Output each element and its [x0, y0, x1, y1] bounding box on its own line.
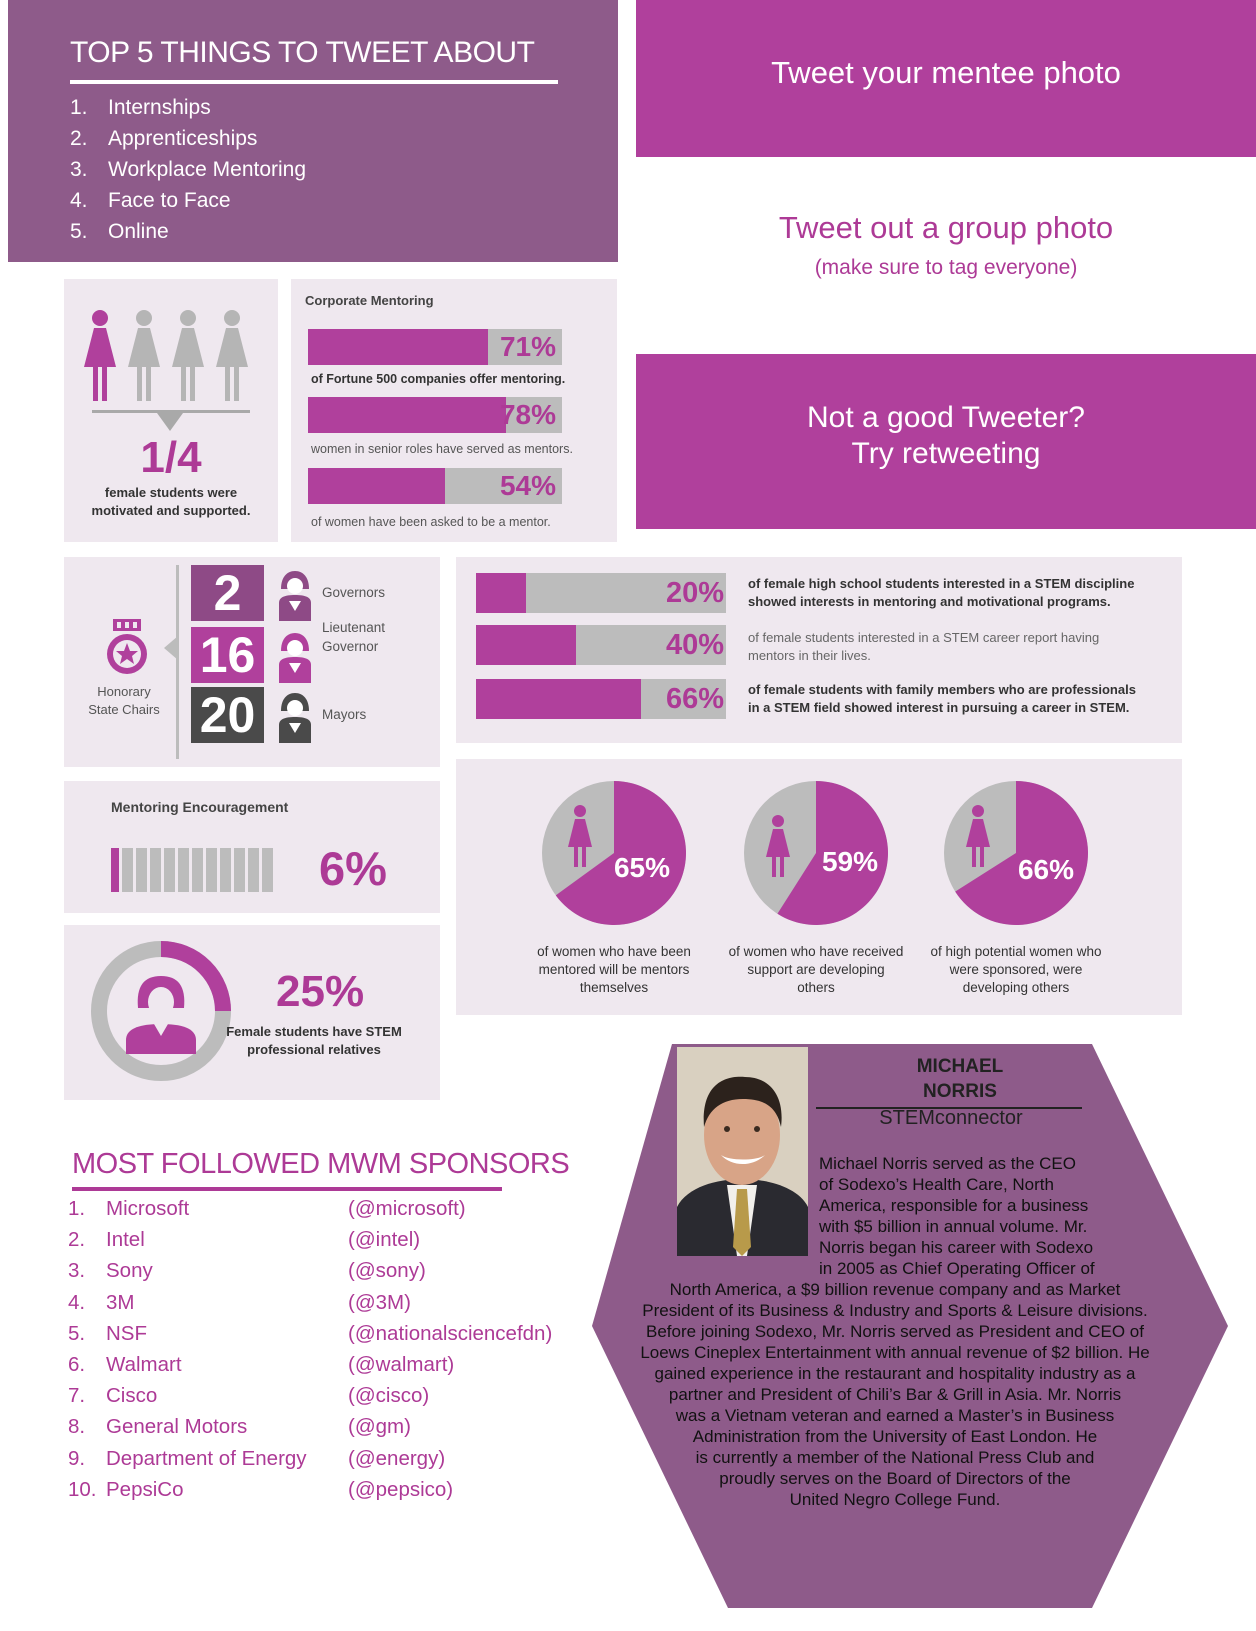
encouragement-title: Mentoring Encouragement — [111, 799, 289, 815]
sponsor-name: Microsoft — [106, 1197, 190, 1220]
tweet-group-block — [636, 210, 1256, 280]
meter-cell — [192, 848, 203, 892]
corporate-bar-fill — [308, 468, 445, 504]
corporate-mentoring-panel — [291, 279, 617, 542]
bio-first-name: MICHAEL — [916, 1056, 1004, 1077]
sponsor-number: 3. — [68, 1259, 86, 1283]
item-number: 2. — [70, 127, 88, 150]
bio-line: of Sodexo’s Health Care, North — [819, 1175, 1054, 1194]
corporate-bar-pct: 78% — [499, 399, 556, 430]
meter-cell — [206, 848, 217, 892]
stem-text-line1: of female high school students interested in a STEM discipline — [748, 576, 1135, 591]
quarter-caption-line2: motivated and supported. — [91, 503, 251, 518]
item-label: Online — [108, 220, 169, 243]
sponsor-row — [68, 1384, 602, 1415]
item-number: 5. — [70, 220, 88, 243]
meter-cell — [234, 848, 245, 892]
stem-text-line1: of female students interested in a STEM career report having — [748, 630, 1100, 645]
sponsor-handle[interactable]: (@intel) — [348, 1228, 421, 1252]
bio-text-top — [819, 1153, 1139, 1279]
stem-interest-panel — [456, 557, 1182, 743]
governors-count: 2 — [191, 565, 264, 621]
meter-cell — [164, 848, 175, 892]
state-chairs-label-line2: State Chairs — [88, 702, 160, 717]
bio-line: is currently a member of the National Press Club and — [695, 1448, 1095, 1467]
quarter-caption — [64, 484, 278, 520]
governors-role — [322, 565, 385, 602]
top5-panel — [8, 0, 618, 262]
quarter-value: 1/4 — [140, 433, 202, 482]
state-chairs-label-line1: Honorary — [97, 684, 151, 699]
bio-organization: STEMconnector — [879, 1107, 1023, 1129]
mayors-role: Mayors — [322, 707, 367, 722]
pie-caption-line2: were sponsored, were — [949, 962, 1083, 977]
stem-bar-fill — [476, 679, 641, 719]
stem-bar-text — [748, 681, 1168, 717]
bio-name — [832, 1054, 1088, 1104]
sponsor-number: 10. — [68, 1477, 97, 1501]
bio-line: Administration from the University of East London. He — [692, 1427, 1098, 1446]
governor-person-icon — [277, 567, 313, 621]
pie-charts-panel — [456, 759, 1182, 1015]
relatives-caption-line2: professional relatives — [247, 1042, 381, 1057]
sponsor-row — [68, 1228, 602, 1259]
list-item — [70, 92, 618, 123]
meter-cell — [136, 848, 147, 892]
sponsor-name: Intel — [106, 1228, 145, 1252]
bio-text-bottom — [600, 1279, 1190, 1510]
sponsor-number: 8. — [68, 1415, 86, 1439]
pie-caption — [716, 943, 916, 997]
corporate-bar-fill — [308, 397, 506, 433]
bio-line: was a Vietnam veteran and earned a Master’s in Business — [675, 1406, 1115, 1425]
pie-caption-line3: developing others — [962, 980, 1070, 995]
list-item — [70, 154, 618, 185]
sponsor-row — [68, 1446, 602, 1478]
corporate-bar-caption: women in senior roles have served as mentors. — [311, 442, 573, 456]
portrait-photo — [677, 1047, 808, 1256]
mayor-person-icon — [277, 689, 313, 743]
list-item — [70, 185, 618, 216]
sponsor-number: 6. — [68, 1352, 86, 1376]
sponsor-row — [68, 1352, 602, 1384]
sponsor-handle[interactable]: (@pepsico) — [348, 1477, 454, 1501]
stem-bar-fill — [476, 573, 526, 613]
stem-bar — [476, 679, 726, 719]
pie-caption-line3: others — [797, 980, 835, 995]
corporate-bar-fill — [308, 329, 488, 365]
sponsor-row — [68, 1415, 602, 1446]
corporate-bar-pct: 71% — [499, 331, 556, 362]
state-chairs-label — [74, 683, 174, 719]
female-figure-icon — [170, 309, 206, 401]
sponsor-handle[interactable]: (@energy) — [348, 1446, 446, 1470]
sponsor-name: General Motors — [106, 1415, 248, 1439]
bio-line: Michael Norris served as the CEO — [819, 1154, 1076, 1173]
bio-line: Loews Cineplex Entertainment with annual revenue of $2 billion. He — [640, 1343, 1150, 1362]
encouragement-pct: 6% — [319, 842, 387, 895]
lt-governors-role — [322, 618, 385, 656]
meter-cell — [111, 848, 119, 892]
sponsor-number: 1. — [68, 1197, 86, 1220]
lt-governors-count: 16 — [191, 627, 264, 683]
top5-title: TOP 5 THINGS TO TWEET ABOUT — [70, 36, 535, 69]
stem-text-line2: in a STEM field showed interest in pursuing a career in STEM. — [748, 700, 1130, 715]
tweet-mentee-text: Tweet your mentee photo — [771, 55, 1121, 90]
mentoring-encouragement-panel — [64, 781, 440, 913]
stem-text-line2: mentors in their lives. — [748, 648, 871, 663]
sponsor-handle[interactable]: (@cisco) — [348, 1384, 430, 1408]
meter-cell — [262, 848, 273, 892]
meter-cell — [122, 848, 133, 892]
stem-bar-fill — [476, 625, 576, 665]
female-figure-icon — [126, 309, 162, 401]
item-label: Internships — [108, 96, 211, 119]
bio-last-name: NORRIS — [923, 1081, 997, 1102]
woman-avatar-icon — [126, 976, 196, 1054]
sponsor-row — [68, 1259, 602, 1290]
top5-list — [70, 92, 618, 247]
bio-line: America, responsible for a business — [819, 1196, 1089, 1215]
pie-chart — [942, 779, 1090, 927]
list-item — [70, 216, 618, 247]
corporate-bar-pct: 54% — [499, 470, 556, 501]
tweet-group-text: Tweet out a group photo — [778, 210, 1114, 245]
corporate-bar-caption: of women have been asked to be a mentor. — [311, 515, 551, 529]
corporate-bar — [308, 329, 562, 365]
stem-bar-text — [748, 575, 1168, 611]
sponsor-number: 5. — [68, 1321, 86, 1345]
bio-line: gained experience in the restaurant and hospitality industry as a — [654, 1364, 1136, 1383]
quarter-panel — [64, 279, 278, 542]
stem-bar-pct: 20% — [665, 577, 724, 609]
bio-line: in 2005 as Chief Operating Officer of — [819, 1259, 1095, 1278]
stem-bar-pct: 66% — [665, 683, 724, 715]
pie-chart — [742, 779, 890, 927]
relatives-caption — [224, 1023, 404, 1059]
governors-role-text: Governors — [322, 585, 386, 600]
stem-bar — [476, 573, 726, 613]
lt-governors-role-line1: Lieutenant — [322, 620, 386, 635]
female-figure-icon — [214, 309, 250, 401]
bio-line: North America, a $9 billion revenue company and as Market — [669, 1280, 1121, 1299]
list-item — [70, 123, 618, 154]
sponsor-name: Cisco — [106, 1384, 158, 1408]
sponsor-row — [68, 1290, 602, 1322]
pie-pct: 66% — [1017, 854, 1075, 885]
sponsors-title: MOST FOLLOWED MWM SPONSORS — [72, 1148, 570, 1180]
sponsor-row — [68, 1197, 602, 1228]
sponsor-name: NSF — [106, 1321, 147, 1345]
sponsors-list — [68, 1197, 602, 1509]
tweet-mentee-banner — [636, 0, 1256, 157]
retweet-line1: Not a good Tweeter? — [807, 401, 1085, 434]
pie-pct: 65% — [613, 852, 671, 883]
relatives-ring-chart — [86, 936, 236, 1086]
pie-caption-line2: mentored will be mentors — [538, 962, 690, 977]
relatives-panel — [64, 925, 440, 1100]
item-label: Apprenticeships — [108, 127, 258, 150]
quarter-caption-line1: female students were — [104, 485, 238, 500]
meter-cell — [248, 848, 259, 892]
item-number: 1. — [70, 96, 88, 119]
corporate-bar-caption: of Fortune 500 companies offer mentoring. — [311, 372, 566, 386]
item-number: 4. — [70, 189, 88, 212]
chairs-divider — [176, 565, 179, 759]
sponsor-name: PepsiCo — [106, 1477, 184, 1501]
sponsor-handle[interactable]: (@3M) — [348, 1290, 411, 1314]
pie-caption-line1: of women who have been — [537, 944, 691, 959]
sponsors-section — [68, 1148, 602, 1509]
bio-line: President of its Business & Industry and Sports & Leisure divisions. — [642, 1301, 1148, 1320]
sponsor-handle[interactable]: (@nationalsciencefdn) — [348, 1321, 553, 1345]
medal-icon — [104, 619, 150, 677]
item-label: Face to Face — [108, 189, 231, 212]
sponsor-name: Sony — [106, 1259, 153, 1283]
lt-governors-role-line2: Governor — [322, 639, 379, 654]
sponsor-number: 9. — [68, 1446, 86, 1470]
corporate-bar — [308, 397, 562, 433]
sponsor-handle[interactable]: (@sony) — [348, 1259, 426, 1283]
sponsor-row — [68, 1321, 602, 1353]
meter-cell — [178, 848, 189, 892]
stem-bar-pct: 40% — [665, 629, 724, 661]
encouragement-meter — [111, 848, 273, 892]
sponsor-handle[interactable]: (@gm) — [348, 1415, 411, 1439]
pie-pct: 59% — [821, 846, 879, 877]
pie-caption-line2: support are developing — [747, 962, 885, 977]
sponsor-name: Walmart — [106, 1352, 182, 1376]
meter-cell — [220, 848, 231, 892]
sponsor-name: Department of Energy — [106, 1446, 307, 1470]
lt-governor-person-icon — [277, 629, 313, 683]
sponsor-number: 2. — [68, 1228, 86, 1252]
state-chairs-panel — [64, 557, 440, 767]
female-figure-highlight-icon — [82, 309, 118, 401]
corporate-bar — [308, 468, 562, 504]
retweet-line2: Try retweeting — [851, 437, 1041, 470]
tweet-retweet-banner — [636, 354, 1256, 529]
pie-caption — [514, 943, 714, 997]
pie-caption-line3: themselves — [579, 980, 649, 995]
pie-caption — [916, 943, 1116, 997]
bio-line: proudly serves on the Board of Directors of the — [719, 1469, 1071, 1488]
item-number: 3. — [70, 158, 88, 181]
sponsors-rule — [72, 1187, 502, 1191]
mayors-count: 20 — [191, 687, 264, 743]
sponsor-name: 3M — [106, 1290, 135, 1314]
pie-chart — [540, 779, 688, 927]
bio-line: Norris began his career with Sodexo — [819, 1238, 1094, 1257]
sponsor-row — [68, 1477, 602, 1509]
top5-rule — [70, 80, 558, 84]
sponsor-number: 4. — [68, 1290, 86, 1314]
stem-text-line2: showed interests in mentoring and motivational programs. — [748, 594, 1111, 609]
bracket-pointer — [157, 413, 183, 431]
bio-line: Before joining Sodexo, Mr. Norris served as President and CEO of — [646, 1322, 1144, 1341]
corporate-title: Corporate Mentoring — [305, 293, 434, 308]
sponsor-handle[interactable]: (@microsoft) — [348, 1197, 466, 1220]
bio-line: with $5 billion in annual volume. Mr. — [819, 1217, 1088, 1236]
chairs-pointer — [164, 636, 178, 660]
relatives-pct: 25% — [276, 967, 365, 1016]
bio-line: partner and President of Chili’s Bar & Grill in Asia. Mr. Norris — [668, 1385, 1122, 1404]
pie-caption-line1: of high potential women who — [930, 944, 1102, 959]
pie-caption-line1: of women who have received — [728, 944, 904, 959]
sponsor-handle[interactable]: (@walmart) — [348, 1352, 455, 1376]
stem-text-line1: of female students with family members who are professionals — [748, 682, 1136, 697]
sponsor-number: 7. — [68, 1384, 86, 1408]
meter-cell — [150, 848, 161, 892]
relatives-caption-line1: Female students have STEM — [226, 1024, 402, 1039]
stem-bar-text — [748, 629, 1168, 665]
tweet-group-note: (make sure to tag everyone) — [814, 256, 1078, 279]
portrait-image — [677, 1047, 808, 1256]
item-label: Workplace Mentoring — [108, 158, 307, 181]
bio-line: United Negro College Fund. — [789, 1490, 1001, 1509]
stem-bar — [476, 625, 726, 665]
